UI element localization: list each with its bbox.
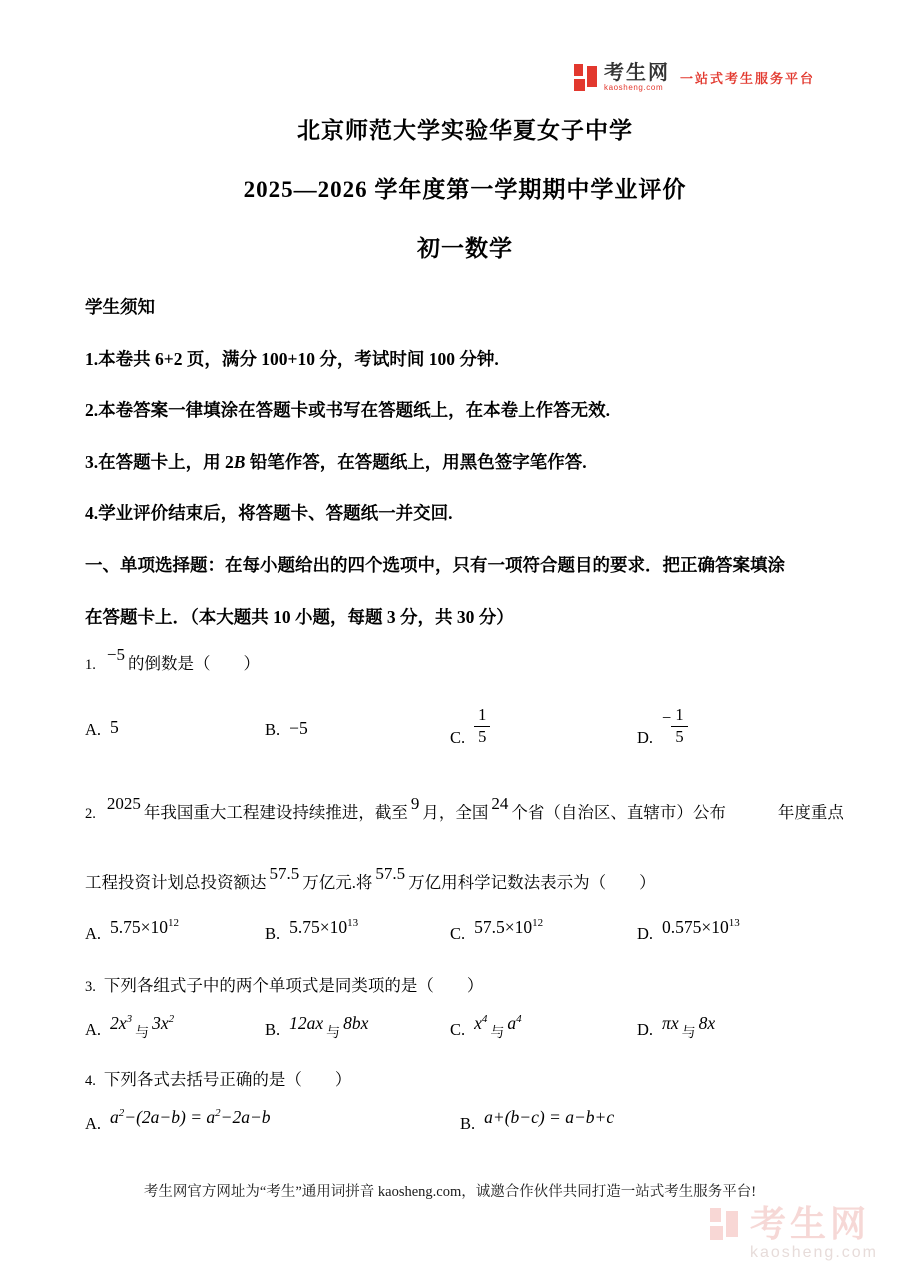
option-label: A. [85,720,102,740]
fraction-sign: − [662,708,672,728]
term: a [110,1107,119,1128]
kaosheng-logo-icon [574,63,599,91]
subject-title: 初一数学 [417,236,513,261]
question-2-option-c [450,916,637,944]
question-4-option-a [85,1107,460,1134]
fraction-numerator: 1 [474,706,490,726]
question-1-number: 1. [85,656,96,673]
header [85,56,815,98]
watermark-text-block [749,1203,878,1261]
term: 8bx [343,1013,369,1034]
option-label: A. [85,1020,102,1040]
conjunction: 与 [490,1026,505,1042]
watermark-domain-text: kaosheng.com [749,1244,878,1261]
base: ×10 [140,916,169,937]
question-3-number: 3. [85,978,96,995]
mantissa: 5.75 [110,916,141,937]
base: ×10 [319,916,348,937]
logo-domain-text: kaosheng.com [603,82,664,92]
question-3-options [85,1013,845,1042]
question-4-option-b [460,1107,845,1134]
fraction-denominator: 5 [478,726,487,746]
term: 12ax [289,1013,324,1034]
question-1-stem [85,644,845,676]
monomial [110,1013,132,1034]
notice-item-1: 1.本卷共 6+2 页，满分 100+10 分，考试时间 100 分钟. [85,348,499,369]
school-title: 北京师范大学实验华夏女子中学 [297,118,633,143]
notice-item-3-post: 铅笔作答，在答题纸上，用黑色签字笔作答. [245,451,587,472]
question-1-option-a [85,719,265,759]
exponent: 13 [728,917,740,929]
notice-heading: 学生须知 [85,297,155,317]
question-4-stem [85,1068,845,1091]
raised-number: 2025 [106,794,141,814]
conjunction: 与 [326,1026,341,1042]
kaosheng-logo [574,63,815,92]
exponent: 13 [347,917,359,929]
option-label: B. [265,720,281,740]
scientific-notation [474,917,543,938]
kaosheng-watermark-icon [710,1208,742,1254]
notice-item-4: 4.学业评价结束后，将答题卡、答题纸一并交回. [85,503,453,523]
raised-number: 9 [410,794,420,814]
option-label: A. [85,923,102,943]
fraction [671,706,687,746]
section1-heading-line1: 一、单项选择题：在每小题给出的四个选项中，只有一项符合题目的要求．把正确答案填涂 [85,554,785,575]
question-2-text: 年我国重大工程建设持续推进，截至 [143,803,408,823]
question-3-stem [85,974,845,997]
fraction-numerator: 1 [671,706,687,726]
option-label: C. [450,1020,466,1040]
term: a [507,1013,517,1034]
question-2-text: 月，全国 [422,803,489,823]
watermark-brand-text: 考生网 [749,1203,870,1244]
logo-tagline: 一站式考生服务平台 [679,70,815,86]
exponent: 4 [516,1013,522,1026]
question-1-option-b [265,719,450,759]
scientific-notation [662,917,740,938]
term: πx [662,1013,679,1034]
question-2-text: 万亿用科学记数法表示为（ ） [408,873,656,893]
monomial [662,1013,679,1034]
conjunction: 与 [135,1026,150,1042]
question-2-option-a [85,916,265,944]
term: 2x [110,1013,127,1034]
question-2-text: 工程投资计划总投资额达 [85,873,267,893]
exponent: 2 [215,1107,221,1120]
question-2-text: 万亿元.将 [302,873,373,893]
fraction-denominator: 5 [675,726,684,746]
question-2-stem-line2 [85,864,845,895]
notice-item-2: 2.本卷答案一律填涂在答题卡或书写在答题纸上，在本卷上作答无效. [85,400,610,420]
option-value: −5 [289,718,308,739]
question-1-option-c [450,705,637,759]
exponent: 2 [118,1107,125,1120]
question-3-option-d [637,1013,845,1042]
question-2-option-d [637,916,845,944]
scientific-notation [289,917,358,938]
question-1-math: −5 [106,644,125,664]
question-2-options [85,916,845,944]
question-1-text: 的倒数是（ ） [127,653,260,673]
notice-item-3-pre: 3.在答题卡上，用 2 [85,451,234,472]
kaosheng-watermark [710,1203,878,1261]
term: −2a−b [220,1107,271,1128]
question-2-option-b [265,916,450,944]
fraction [474,706,490,746]
equation [484,1107,614,1128]
question-1-option-d [637,705,845,759]
question-3-option-a [85,1013,265,1042]
raised-number: 57.5 [269,864,300,884]
option-label: B. [265,923,281,943]
raised-number: 24 [491,794,509,814]
conjunction: 与 [681,1026,696,1042]
exponent: 12 [532,917,544,929]
question-3-option-b [265,1013,450,1042]
exponent: 4 [481,1013,488,1026]
question-4-options [85,1107,845,1134]
monomial [474,1013,487,1034]
question-2-stem-line1 [85,794,845,825]
option-label: B. [265,1020,281,1040]
raised-number: 57.5 [375,864,406,884]
notice-item-3 [85,450,845,475]
option-label: C. [450,923,466,943]
exponent: 12 [168,917,180,929]
monomial [152,1013,174,1034]
logo-text-block [604,63,670,92]
exponent: 2 [168,1013,175,1026]
option-label: A. [85,1114,102,1134]
exam-session-title: 2025—2026 学年度第一学期期中学业评价 [243,177,687,202]
term: −(2a−b) = a [124,1107,216,1128]
term: x [474,1013,482,1034]
term: 3x [152,1013,169,1034]
question-2-text: 年度重点 [777,803,844,823]
question-1-options [85,705,845,759]
question-3-text: 下列各组式子中的两个单项式是同类项的是（ ） [103,975,484,995]
monomial [343,1013,368,1034]
base: ×10 [504,916,533,937]
mantissa: 0.575 [662,916,702,937]
exponent: 3 [126,1013,133,1026]
option-label: D. [637,1020,654,1040]
question-2-text: 个省（自治区、直辖市）公布 [511,803,726,823]
option-label: C. [450,728,466,748]
option-label: B. [460,1114,476,1134]
term: 8x [698,1013,716,1034]
footer-text: 考生网官方网址为“考生”通用词拼音 kaosheng.com，诚邀合作伙伴共同打造一站式考生服务平台! [143,1184,757,1200]
section1-heading-line2: 在答题卡上．（本大题共 10 小题，每题 3 分，共 30 分） [85,607,514,627]
mantissa: 57.5 [474,916,505,937]
monomial [289,1013,323,1034]
question-3-option-c [450,1013,637,1042]
base: ×10 [701,916,729,937]
notice-item-3-var: B [233,451,246,472]
option-label: D. [637,728,654,748]
option-value: 5 [110,717,119,738]
logo-brand-text: 考生网 [603,61,670,84]
question-4-text: 下列各式去括号正确的是（ ） [103,1070,352,1090]
equation [110,1107,270,1128]
question-2-number: 2. [85,806,96,823]
scientific-notation [110,917,179,938]
question-4-number: 4. [85,1073,96,1090]
monomial [699,1013,716,1034]
monomial [507,1013,521,1034]
mantissa: 5.75 [289,916,320,937]
term: a+(b−c) = a−b+c [484,1107,615,1128]
option-label: D. [637,923,654,943]
